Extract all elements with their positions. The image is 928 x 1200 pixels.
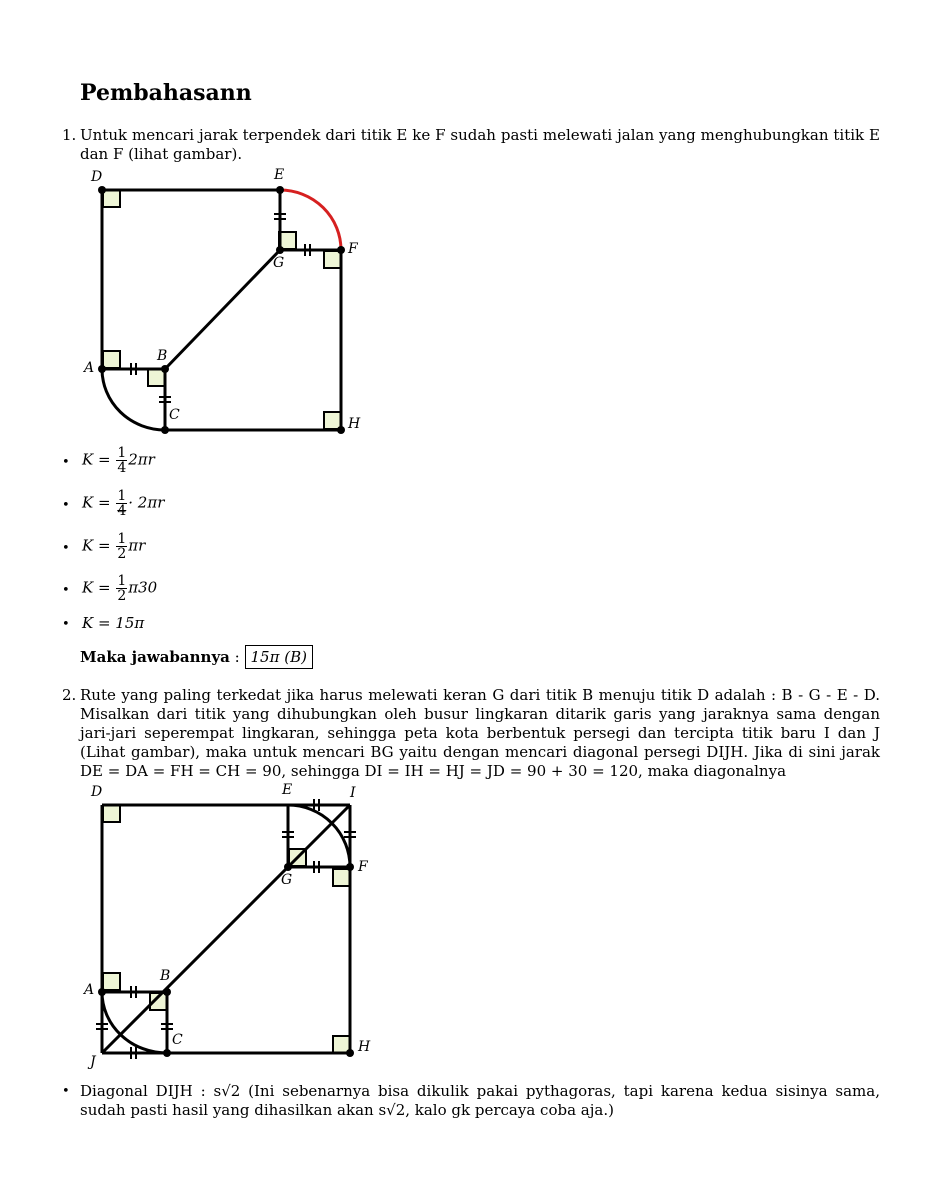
q2-number: 2. bbox=[62, 686, 77, 704]
label-D: D bbox=[91, 784, 103, 800]
label-G: G bbox=[281, 872, 293, 888]
bullet: • bbox=[62, 1084, 70, 1099]
label-J: J bbox=[90, 1054, 96, 1070]
step-4: K = $\frac{1}{2}$ π30 bbox=[82, 573, 158, 604]
answer-box: 15π (B) bbox=[245, 645, 313, 669]
q2-text: Rute yang paling terkedat jika harus melewati keran G dari titik B menuju titik D adalah : B - G - E - D. Misalkan dari titik yang dihubungkan oleh busur lingkaran ditarik garis yang jaraknya sama dengan jari-jari seperempat lingkaran, sehingga peta kota berbentuk persegi dan tercipta titik baru I dan J (Lihat gambar), maka untuk mencari BG yaitu dengan mencari diagonal persegi DIJH. Jika di sini jarak DE = DA = FH = CH = 90, sehingga DI = IH = HJ = JD = 90 + 30 = 120, maka diagonalnya bbox=[80, 686, 880, 780]
right-angle-mark bbox=[103, 351, 120, 368]
q1-number: 1. bbox=[62, 126, 77, 144]
bullet: • bbox=[62, 617, 70, 632]
label-E: E bbox=[274, 167, 285, 183]
label-A: A bbox=[84, 360, 95, 376]
q1-figure bbox=[70, 165, 380, 445]
right-angle-mark bbox=[324, 251, 341, 268]
label-D: D bbox=[91, 169, 103, 185]
right-angle-mark bbox=[103, 190, 120, 207]
right-angle-mark bbox=[333, 869, 350, 886]
label-G: G bbox=[273, 255, 285, 271]
label-F: F bbox=[358, 859, 368, 875]
label-E: E bbox=[282, 782, 293, 798]
q1-text: Untuk mencari jarak terpendek dari titik E ke F sudah pasti melewati jalan yang menghubungkan titik E dan F (lihat gambar). bbox=[80, 126, 880, 163]
q2-figure bbox=[70, 780, 380, 1070]
step-5: K = 15π bbox=[82, 614, 145, 632]
step-1: K = $\frac{1}{4}$ 2πr bbox=[82, 445, 155, 476]
right-angle-mark bbox=[103, 805, 120, 822]
bullet: • bbox=[62, 541, 70, 556]
q2-bullet-text: Diagonal DIJH : s√2 (Ini sebenarnya bisa dikulik pakai pythagoras, tapi karena kedua sisinya sama, sudah pasti hasil yang dihasilkan akan s√2, kalo gk percaya coba aja.) bbox=[80, 1082, 880, 1119]
bullet: • bbox=[62, 455, 70, 470]
step-2: K = $\frac{1}{4}$ · 2πr bbox=[82, 488, 165, 519]
label-F: F bbox=[348, 241, 358, 257]
right-angle-mark bbox=[324, 412, 341, 429]
label-B: B bbox=[160, 968, 171, 984]
label-I: I bbox=[350, 785, 356, 801]
section-title: Pembahasann bbox=[80, 80, 252, 106]
step-3: K = $\frac{1}{2}$ πr bbox=[82, 531, 146, 562]
label-B: B bbox=[157, 348, 168, 364]
label-H: H bbox=[348, 416, 361, 432]
bullet: • bbox=[62, 583, 70, 598]
q1-answer: Maka jawabannya : 15π (B) bbox=[80, 645, 313, 669]
label-A: A bbox=[84, 982, 95, 998]
label-C: C bbox=[169, 407, 180, 423]
label-H: H bbox=[358, 1039, 371, 1055]
label-C: C bbox=[172, 1032, 183, 1048]
right-angle-mark bbox=[103, 973, 120, 990]
bullet: • bbox=[62, 498, 70, 513]
